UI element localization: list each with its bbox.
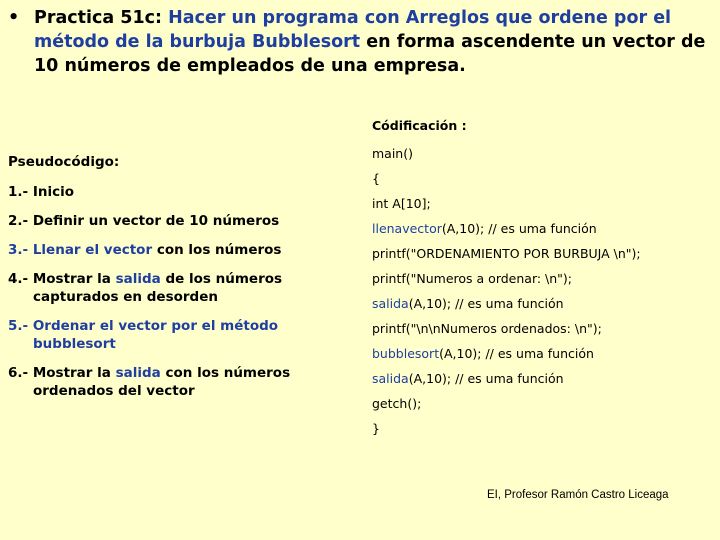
code-token: getch();: [372, 396, 422, 411]
footer-credit: EI, Profesor Ramón Castro Liceaga: [487, 489, 669, 501]
code-line: [372, 221, 712, 246]
step-continuation: ordenados del vector: [33, 383, 195, 399]
code-line: [372, 271, 712, 296]
code-token: (A,10); // es uma función: [408, 371, 564, 386]
code-token: salida: [372, 371, 409, 386]
code-line: [372, 296, 712, 321]
code-token: {: [372, 171, 380, 186]
pseudocode-step: [8, 317, 348, 353]
code-token: printf("Numeros a ordenar: \n");: [372, 271, 573, 286]
code-line: [372, 396, 712, 421]
code-token: printf("\n\nNumeros ordenados: \n");: [372, 321, 602, 336]
code-heading: Códificación :: [372, 118, 467, 133]
title-segment: Hacer un programa con Arreglos que ordene por el método de la burbuja Bubblesort: [34, 8, 672, 52]
code-token: printf("ORDENAMIENTO POR BURBUJA \n");: [372, 246, 641, 261]
title-prefix: Practica 51c:: [34, 8, 169, 28]
code-section: [372, 118, 712, 446]
pseudocode-section: [8, 153, 348, 411]
step-text: de los números: [160, 271, 283, 287]
step-text: 6.- Mostrar la: [8, 365, 116, 381]
pseudocode-step: [8, 212, 348, 230]
pseudocode-heading: Pseudocódigo:: [8, 154, 120, 170]
step-text: con los números: [160, 365, 291, 381]
code-line: [372, 346, 712, 371]
code-line: [372, 371, 712, 396]
code-token: salida: [372, 296, 409, 311]
step-text: salida: [115, 271, 161, 287]
code-line: [372, 321, 712, 346]
code-line: [372, 171, 712, 196]
code-token: main(): [372, 146, 413, 161]
step-continuation: bubblesort: [33, 336, 116, 352]
pseudocode-step: [8, 241, 348, 259]
code-token: llenavector: [372, 221, 442, 236]
title-text: [34, 6, 708, 78]
step-text: 5.- Ordenar el vector por el método: [8, 318, 279, 334]
pseudocode-step: [8, 183, 348, 201]
code-line: [372, 196, 712, 221]
title-segment: en forma ascendente un vector de 10 números de empleados de una empresa.: [34, 32, 706, 76]
pseudocode-step: [8, 364, 348, 400]
step-continuation: capturados en desorden: [33, 289, 218, 305]
step-text: 4.- Mostrar la: [8, 271, 116, 287]
code-line: [372, 246, 712, 271]
step-text: salida: [115, 365, 161, 381]
code-token: (A,10); // es uma función: [439, 346, 594, 361]
step-text: 2.- Definir un vector de 10 números: [8, 213, 280, 229]
bullet-icon: •: [8, 8, 20, 28]
slide-title: [8, 6, 708, 78]
pseudocode-step: [8, 270, 348, 306]
code-token: bubblesort: [372, 346, 440, 361]
code-line: [372, 421, 712, 446]
code-line: [372, 146, 712, 171]
code-token: }: [372, 421, 380, 436]
code-token: int A[10];: [372, 196, 431, 211]
step-text: 3.- Llenar el vector: [8, 242, 153, 258]
code-token: (A,10); // es uma función: [408, 296, 564, 311]
step-text: con los números: [152, 242, 282, 258]
code-token: (A,10); // es uma función: [441, 221, 597, 236]
step-text: 1.- Inicio: [8, 184, 74, 200]
